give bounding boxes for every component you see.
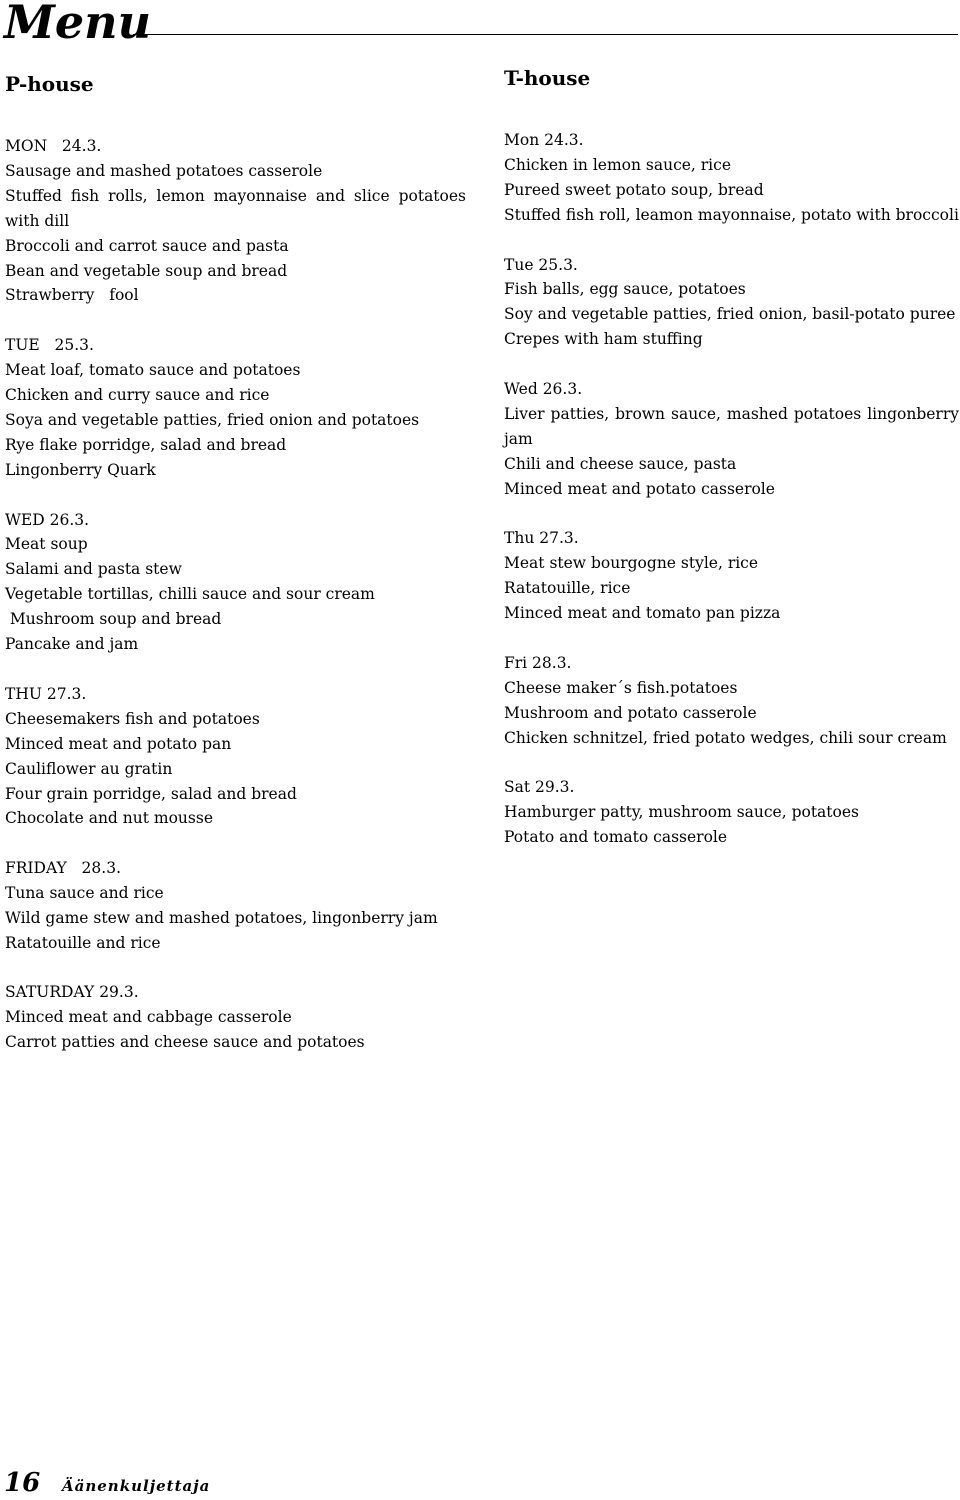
menu-item: Cheese maker´s fish.potatoes (504, 678, 738, 697)
page-number: 16 (4, 1468, 41, 1498)
t-house-day-block (504, 253, 959, 353)
menu-item: Mushroom soup and bread (5, 610, 222, 629)
menu-item: Meat soup (5, 535, 88, 554)
menu-item: Chicken and curry sauce and rice (5, 386, 270, 405)
t-house-day-block (504, 651, 959, 751)
day-date: WED 26.3. (5, 510, 90, 529)
menu-item: Soya and vegetable patties, fried onion and potatoes (5, 410, 420, 429)
day-date: Wed 26.3. (504, 380, 583, 399)
day-date: MON 24.3. (5, 137, 102, 155)
menu-item: Carrot patties and cheese sauce and potatoes (5, 1032, 365, 1051)
menu-item: Lingonberry Quark (5, 460, 156, 479)
menu-item: Minced meat and potato casserole (504, 479, 775, 498)
day-date: Sat 29.3. (504, 778, 575, 797)
menu-item: Minced meat and potato pan (5, 734, 232, 753)
menu-item: Meat stew bourgogne style, rice (504, 554, 759, 573)
title-rule (133, 34, 958, 35)
day-date: Fri 28.3. (504, 653, 572, 672)
t-house-day-block (504, 128, 959, 228)
menu-item: Vegetable tortillas, chilli sauce and sour cream (5, 585, 375, 604)
menu-item: Sausage and mashed potatoes casserole (5, 161, 323, 180)
menu-item: Rye flake porridge, salad and bread (5, 435, 287, 454)
menu-item: Strawberry fool (5, 286, 139, 305)
p-house-day-block (5, 980, 466, 1055)
day-date: TUE 25.3. (5, 336, 94, 355)
publication-name: Äänenkuljettaja (62, 1477, 211, 1495)
menu-item: Stuffed fish rolls, lemon mayonnaise and slice potatoes with dill (5, 186, 466, 230)
day-date: Mon 24.3. (504, 131, 584, 149)
t-house-day-block (504, 526, 959, 626)
p-house-heading: P-house (5, 72, 94, 96)
menu-item: Ratatouille, rice (504, 579, 631, 598)
p-house-day-block (5, 134, 466, 308)
menu-item: Pureed sweet potato soup, bread (504, 180, 764, 199)
menu-item: Broccoli and carrot sauce and pasta (5, 236, 289, 255)
page-title: Menu (4, 0, 152, 49)
menu-item: Cauliflower au gratin (5, 759, 173, 778)
menu-item: Wild game stew and mashed potatoes, lingonberry jam (5, 909, 438, 928)
menu-item: Chili and cheese sauce, pasta (504, 454, 737, 473)
t-house-day-block (504, 775, 959, 850)
menu-item: Stuffed fish roll, leamon mayonnaise, potato with broccoli (504, 205, 959, 224)
menu-item: Bean and vegetable soup and bread (5, 261, 288, 280)
menu-item: Minced meat and tomato pan pizza (504, 604, 781, 623)
menu-item: Ratatouille and rice (5, 933, 161, 952)
menu-item: Liver patties, brown sauce, mashed potatoes lingonberry jam (504, 404, 959, 448)
day-date: Tue 25.3. (504, 255, 578, 274)
menu-item: Minced meat and cabbage casserole (5, 1007, 292, 1026)
p-house-day-block (5, 682, 466, 831)
menu-item: Fish balls, egg sauce, potatoes (504, 280, 746, 299)
menu-item: Chicken in lemon sauce, rice (504, 155, 731, 174)
menu-item: Hamburger patty, mushroom sauce, potatoes (504, 803, 859, 822)
menu-item: Four grain porridge, salad and bread (5, 784, 297, 803)
menu-item: Pancake and jam (5, 635, 139, 654)
day-date: FRIDAY 28.3. (5, 859, 121, 878)
menu-item: Soy and vegetable patties, fried onion, basil-potato puree (504, 305, 956, 324)
menu-item: Mushroom and potato casserole (504, 703, 757, 722)
menu-item: Salami and pasta stew (5, 560, 182, 579)
t-house-heading: T-house (504, 66, 591, 90)
menu-item: Crepes with ham stuffing (504, 330, 703, 349)
menu-item: Chocolate and nut mousse (5, 809, 214, 828)
day-date: Thu 27.3. (504, 529, 579, 548)
menu-item: Tuna sauce and rice (5, 884, 164, 903)
p-house-day-block (5, 508, 466, 657)
menu-item: Chicken schnitzel, fried potato wedges, chili sour cream (504, 728, 947, 747)
day-date: SATURDAY 29.3. (5, 983, 139, 1001)
day-date: THU 27.3. (5, 684, 87, 703)
p-house-menu (5, 134, 466, 1051)
t-house-menu (504, 128, 959, 850)
menu-item: Potato and tomato casserole (504, 828, 728, 847)
p-house-day-block (5, 333, 466, 482)
menu-item: Cheesemakers fish and potatoes (5, 709, 260, 728)
menu-item: Meat loaf, tomato sauce and potatoes (5, 361, 301, 380)
p-house-day-block (5, 856, 466, 956)
t-house-day-block (504, 377, 959, 502)
